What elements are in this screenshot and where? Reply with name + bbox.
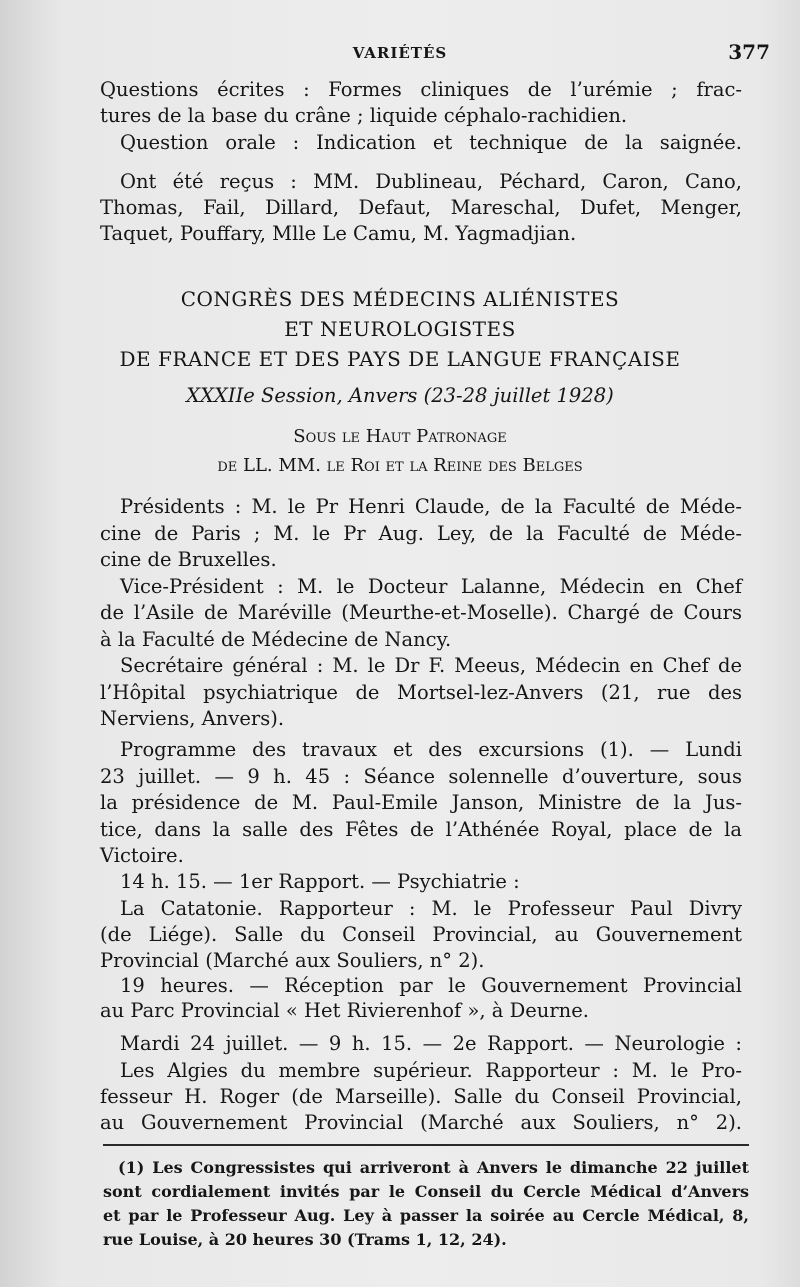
- running-head: VARIÉTÉS: [352, 44, 448, 62]
- text-line: au Gouvernement Provincial (Marché aux Souliers, n° 2).: [100, 1111, 742, 1134]
- heading-line: CONGRÈS DES MÉDECINS ALIÉNISTES: [180, 287, 620, 311]
- text-line: 19 heures. — Réception par le Gouvernement Provincial: [120, 974, 742, 997]
- footnote-line: et par le Professeur Aug. Ley à passer la soirée au Cercle Médical, 8,: [103, 1206, 749, 1225]
- text-line: à la Faculté de Médecine de Nancy.: [100, 628, 452, 651]
- footnote-line: sont cordialement invités par le Conseil du Cercle Médical d’Anvers: [103, 1182, 749, 1201]
- patronage-line: de LL. MM. le Roi et la Reine des Belges: [217, 455, 583, 476]
- text-line: tures de la base du crâne ; liquide céphalo-rachidien.: [100, 104, 628, 127]
- text-line: au Parc Provincial « Het Rivierenhof », à Deurne.: [100, 999, 589, 1022]
- text-line: fesseur H. Roger (de Marseille). Salle du Conseil Provincial,: [100, 1085, 742, 1108]
- text-line: cine de Bruxelles.: [100, 548, 277, 571]
- text-line: Secrétaire général : M. le Dr F. Meeus, Médecin en Chef de: [120, 654, 742, 677]
- footnote-rule: [103, 1144, 749, 1146]
- heading-line: ET NEUROLOGISTES: [284, 317, 516, 341]
- text-line: Thomas, Fail, Dillard, Defaut, Mareschal, Dufet, Menger,: [100, 196, 742, 219]
- text-line: Présidents : M. le Pr Henri Claude, de la Faculté de Méde-: [120, 495, 742, 518]
- text-line: tice, dans la salle des Fêtes de l’Athénée Royal, place de la: [100, 818, 742, 841]
- session-line: XXXIIe Session, Anvers (23-28 juillet 1928): [186, 384, 614, 407]
- text-line: 14 h. 15. — 1er Rapport. — Psychiatrie :: [120, 870, 520, 893]
- text-line: Provincial (Marché aux Souliers, n° 2).: [100, 949, 485, 972]
- text-line: la présidence de M. Paul-Emile Janson, Ministre de la Jus-: [100, 791, 742, 814]
- text-line: La Catatonie. Rapporteur : M. le Professeur Paul Divry: [120, 897, 742, 920]
- text-line: Ont été reçus : MM. Dublineau, Péchard, Caron, Cano,: [120, 170, 742, 193]
- text-line: Nerviens, Anvers).: [100, 707, 285, 730]
- text-line: Questions écrites : Formes cliniques de l’urémie ; frac-: [100, 78, 742, 101]
- text-line: Mardi 24 juillet. — 9 h. 15. — 2e Rapport. — Neurologie :: [120, 1032, 742, 1055]
- text-line: 23 juillet. — 9 h. 45 : Séance solennelle d’ouverture, sous: [100, 765, 742, 788]
- patronage-line: Sous le Haut Patronage: [293, 426, 507, 447]
- page-number: 377: [728, 40, 770, 64]
- text-line: de l’Asile de Maréville (Meurthe-et-Moselle). Chargé de Cours: [100, 601, 742, 624]
- heading-line: DE FRANCE ET DES PAYS DE LANGUE FRANÇAISE: [119, 347, 681, 371]
- text-line: Vice-Président : M. le Docteur Lalanne, Médecin en Chef: [120, 575, 742, 598]
- text-line: cine de Paris ; M. le Pr Aug. Ley, de la Faculté de Méde-: [100, 522, 742, 545]
- text-line: l’Hôpital psychiatrique de Mortsel-lez-Anvers (21, rue des: [100, 681, 742, 704]
- footnote-line: (1) Les Congressistes qui arriveront à Anvers le dimanche 22 juillet: [118, 1158, 749, 1177]
- text-line: Les Algies du membre supérieur. Rapporteur : M. le Pro-: [120, 1059, 742, 1082]
- text-line: Victoire.: [100, 844, 184, 867]
- text-line: Taquet, Pouffary, Mlle Le Camu, M. Yagmadjian.: [100, 222, 577, 245]
- text-line: (de Liége). Salle du Conseil Provincial, au Gouvernement: [100, 923, 742, 946]
- footnote-line: rue Louise, à 20 heures 30 (Trams 1, 12, 24).: [103, 1230, 507, 1249]
- text-line: Question orale : Indication et technique de la saignée.: [120, 131, 742, 154]
- text-line: Programme des travaux et des excursions (1). — Lundi: [120, 738, 742, 761]
